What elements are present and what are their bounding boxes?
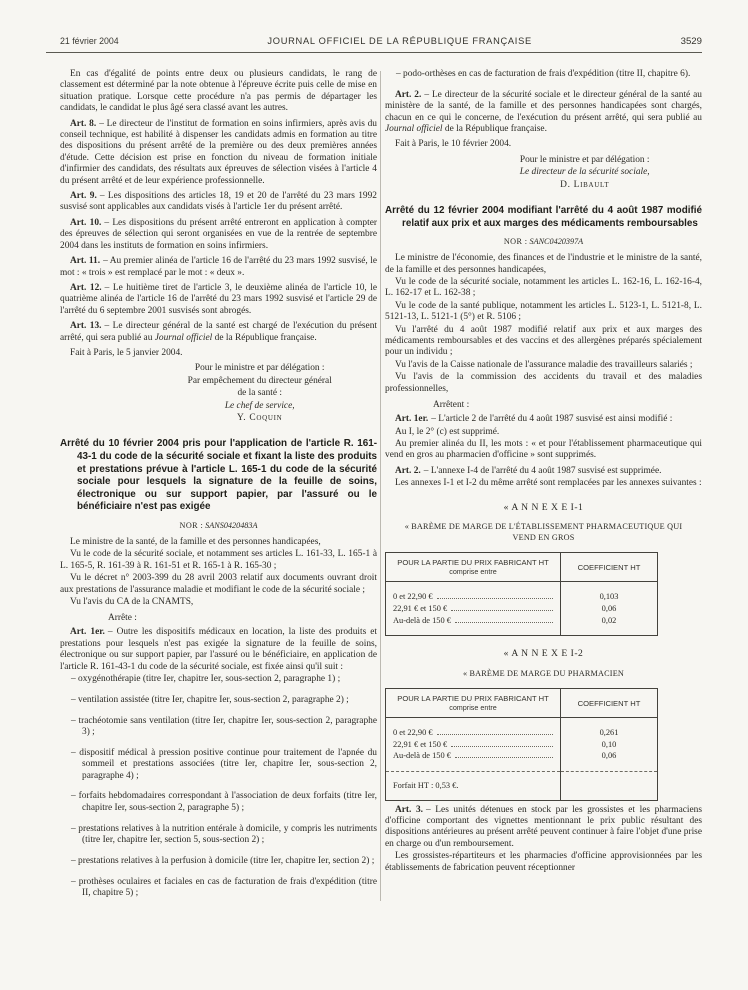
nor-label: NOR : [503,237,528,247]
table-header-coefficient: COEFFICIENT HT [561,689,658,718]
coefficient-value: 0,10 [561,739,658,751]
journal-officiel-italic: Journal officiel [385,124,443,135]
article-label: Art. 10. [70,217,102,228]
article-label: Art. 9. [70,191,97,202]
signature-name: Y. Coquin [237,412,283,423]
paragraph-text: Le ministre de la santé, de la famille et des personnes handicapées, [70,536,321,547]
paragraph-text: Les annexes I-1 et I-2 du même arrêté sont remplacées par les annexes suivantes : [395,478,702,489]
done-at-line [60,348,377,359]
nor-value: SANC0420397A [529,237,584,247]
arrete-line: Arrête : [108,613,137,624]
article-2b-paragraph [385,478,702,489]
list-item: – prothèses oculaires et faciales en cas de facturation de frais d'expédition (titre II, chapitre 5) ; [71,876,377,899]
price-range: 22,91 € et 150 € [393,603,448,613]
table-header-price-range [386,689,561,718]
dot-leader [451,610,553,611]
visa-paragraph [385,325,702,359]
article-label: Art. 2. [395,89,422,100]
table-row [386,750,658,771]
coefficient-value: 0,103 [561,582,658,603]
visa-paragraph [385,360,702,371]
paragraph-text: Au I, le 2° (c) est supprimé. [395,426,500,437]
forfait-empty-cell [561,772,658,801]
article-label: Art. 12. [70,282,102,293]
article-text: – Le huitième tiret de l'article 3, le deuxième alinéa de l'article 10, le quatrième alinéa de l'article 16 de l'arrêté du 23 mars 1992 susvisé et l'article 29 de l'arrêté du 6 septembre 2001 susvisés sont abrogés. [60,282,378,316]
visa-paragraph [385,277,702,300]
dot-leader [437,598,553,599]
article-3 [385,805,702,851]
signature-block [467,154,702,191]
article-1 [60,627,377,673]
article-text: de la République française. [442,124,547,135]
article-text: de la République française. [212,332,317,343]
price-range: 0 et 22,90 € [393,728,433,738]
list-item: – forfaits hebdomadaires correspondant à l'association de deux forfaits (titre Ier, chapitre Ier, sous-section 2, paragraphe 5) ; [71,791,377,813]
nor-value: SANS0420483A [205,520,258,530]
journal-officiel-italic: Journal officiel [154,332,213,343]
list-item: – prestations relatives à la perfusion à domicile (titre Ier, chapitre Ier, section 2) ; [71,855,375,866]
list-item: – dispositif médical à pression positive continue pour traitement de l'apnée du sommeil et prestations associées (titre Ier, chapitre Ier, sous-section 2, paragraphe 4) ; [71,747,377,781]
annexe-1-title: « A N N E X E I-1 [503,501,584,513]
article-8 [60,119,377,187]
visa-paragraph [60,597,377,608]
nor-line [385,237,702,246]
article-text: – Le directeur général de la santé est chargé de l'exécution du présent arrêté, qui sera publié au [60,321,377,343]
paragraph-text: Vu le code de la santé publique, notamment les articles L. 5123-1, L. 5121-8, L. 5121-13, L. 5121-1 (5°) et R. 5106 ; [385,300,702,323]
table-header-line2: comprise entre [449,703,497,713]
price-range: 22,91 € et 150 € [393,739,448,749]
list-item: – oxygénothérapie (titre Ier, chapitre Ier, sous-section 2, paragraphe 1) ; [71,674,341,684]
article-text: – Le directeur de la sécurité sociale et le directeur général de la santé au ministère de la santé, de la famille et des personnes handicapées sont chargés, chacun en ce qui le concerne, de l'exécution du présent arrêté, qui sera publié au [385,89,702,123]
coefficient-value: 0,06 [561,750,658,771]
price-range: Au-delà de 150 € [393,751,451,761]
paragraph-text: Les grossistes-répartiteurs et les pharmacies d'officine approvisionnées par les établissements de fabrication peuvent réceptionner [385,851,702,873]
table-row [386,582,658,603]
signature-line: de la santé : [237,388,282,399]
paragraph-text: Vu l'avis du CA de la CNAMTS, [70,596,194,607]
article-label: Art. 2. [395,465,421,476]
article-11 [60,256,377,279]
minister-line [385,253,702,276]
forfait-label: Forfait HT : 0,53 €. [386,772,561,801]
article-text: – Les dispositions du présent arrêté entreront en application à compter des épreuves de sélection qui seront organisées en vue de la rentrée de septembre 2004 dans les instituts de formation en soins infirmiers. [60,217,377,251]
right-column [385,69,702,909]
table-header-line2: comprise entre [449,567,497,577]
dot-leader [455,622,553,623]
bareme-table-1 [385,552,658,636]
article-1-paragraph [385,439,702,462]
list-item: – prestations relatives à la nutrition entérale à domicile, y compris les nutriments (titre Ier, chapitre Ier, section 5, sous-section 2) ; [71,823,377,846]
article-1-paragraph [385,427,702,438]
article-text: – Le directeur de l'institut de formation en soins infirmiers, après avis du conseil technique, est habilité à dispenser les candidats admis en formation au titre des dispositions du présent arrêté de la première ou des deux premières années d'étude. Cette décision est prise en fonction du niveau de formation initiale d'infirmier des candidats, des résultats aux épreuves de sélection visées à l'article 4 du présent arrêté et de leur expérience professionnelle. [60,118,377,186]
done-at-text: Fait à Paris, le 10 février 2004. [395,139,512,150]
table-row [386,615,658,636]
coefficient-value: 0,06 [561,603,658,615]
done-at-line [385,139,702,150]
article-label: Art. 3. [395,804,424,815]
paragraph-text: Vu l'avis de la commission des accidents du travail et des maladies professionnelles, [385,372,702,394]
price-range: 0 et 22,90 € [393,592,433,602]
coefficient-value: 0,261 [561,718,658,739]
article-2 [385,90,702,136]
bareme-table-2 [385,688,658,800]
forfait-row [386,772,658,801]
paragraph-text: Le ministre de l'économie, des finances et de l'industrie et le ministre de la santé, de la famille et des personnes handicapées, [385,253,702,275]
page-header [0,0,748,52]
article-text: – Au premier alinéa de l'article 16 de l'arrêté du 23 mars 1992 susvisé, le mot : « trois » est remplacé par le mot : « deux ». [60,256,377,278]
paragraph-intro [60,69,377,115]
header-page-number: 3529 [680,36,702,47]
article-label: Art. 11. [70,256,101,267]
left-column [60,69,377,909]
coefficient-value: 0,02 [561,615,658,636]
signature-line: Pour le ministre et par délégation : [519,154,650,165]
column-divider [380,71,381,901]
annexe-2-subtitle: « BARÈME DE MARGE DU PHARMACIEN [462,668,625,678]
arretent-line: Arrêtent : [433,400,470,411]
paragraph-text: Vu le code de la sécurité sociale, et notamment ses articles L. 161-33, L. 165-1 à L. 165-5, R. 161-39 à R. 161-51 et R. 165-1 à R. 165-30 ; [60,549,377,571]
article-text: – Outre les dispositifs médicaux en location, la liste des produits et prestations pour lesquels n'est pas exigée la signature de la feuille de soins, électronique ou sur support papier, par l'assuré ou le bénéficiaire, en application de l'article R. 161-43-1 du code de la sécurité sociale, est fixée ainsi qu'il suit : [60,627,378,672]
list-item: – trachéotomie sans ventilation (titre Ier, chapitre Ier, sous-section 2, paragraphe 3) ; [71,715,377,737]
article-10 [60,218,377,252]
signature-block [142,362,377,424]
visa-paragraph [385,301,702,324]
article-13 [60,321,377,344]
article-3-paragraph [385,851,702,874]
table-row [386,603,658,615]
nor-label: NOR : [179,520,204,530]
article-label: Art. 1er. [395,414,429,425]
paragraph-text: Vu l'avis de la Caisse nationale de l'assurance maladie des travailleurs salariés ; [395,359,693,370]
article-text: – L'article 2 de l'arrêté du 4 août 1987 susvisé est ainsi modifié : [431,414,673,425]
table-header-line1: POUR LA PARTIE DU PRIX FABRICANT HT [397,558,549,568]
header-title: JOURNAL OFFICIEL DE LA RÉPUBLIQUE FRANÇAISE [267,36,532,46]
table-header-coefficient: COEFFICIENT HT [561,553,658,582]
article-12 [60,283,377,317]
nor-line [60,521,377,530]
article-label: Art. 1er. [70,627,105,638]
header-date: 21 février 2004 [60,36,119,46]
decree-title: Arrêté du 10 février 2004 pris pour l'application de l'article R. 161-43-1 du code de la sécurité sociale et fixant la liste des produits et prestations prévue à l'article L. 165-1 du code de la sécurité sociale pour lesquels la signature de la feuille de soins, électronique ou sur support papier, par l'assuré ou le bénéficiaire n'est pas exigée [60,438,377,513]
dot-leader [451,746,553,747]
annexe-1-subtitle: « BARÈME DE MARGE DE L'ÉTABLISSEMENT PHARMACEUTIQUE QUI VEND EN GROS [404,522,683,542]
article-9 [60,191,377,214]
article-1 [385,414,702,425]
signature-line: Pour le ministre et par délégation : [194,363,325,374]
article-label: Art. 13. [70,321,102,332]
minister-line [60,537,377,548]
annexe-2-title: « A N N E X E I-2 [503,648,584,660]
article-label: Art. 8. [70,118,97,129]
visa-paragraph [385,372,702,395]
article-2b [385,466,702,477]
signature-line: Par empêchement du directeur général [187,375,332,386]
paragraph-text: En cas d'égalité de points entre deux ou plusieurs candidats, le rang de classement est déterminé par la note obtenue à l'épreuve écrite puis celle de mise en situation pratique. Lorsque cette procédure n'a pas permis de départager les candidats, le candidat le plus âgé sera classé avant les autres. [60,69,377,114]
table-row [386,718,658,739]
price-range: Au-delà de 150 € [393,615,451,625]
paragraph-text: Au premier alinéa du II, les mots : « et pour l'établissement pharmaceutique qui vend en gros au pharmacien d'officine » sont supprimés. [385,438,702,461]
list-item: – podo-orthèses en cas de facturation de frais d'expédition (titre II, chapitre 6). [396,69,691,79]
signature-role: Le directeur de la sécurité sociale, [519,167,650,178]
visa-paragraph [60,549,377,572]
done-at-text: Fait à Paris, le 5 janvier 2004. [70,347,183,358]
paragraph-text: Vu le décret n° 2003-399 du 28 avril 2003 relatif aux documents ouvrant droit aux prestations de l'assurance maladie et modifiant le code de la sécurité sociale ; [60,573,377,595]
table-header-line1: POUR LA PARTIE DU PRIX FABRICANT HT [397,694,549,704]
visa-paragraph [60,573,377,596]
signature-role: Le chef de service, [224,400,295,411]
article-text: – Les unités détenues en stock par les grossistes et les pharmaciens d'officine comportant des vignettes mentionnant le prix public résultant des dispositions antérieures au présent arrêté peuvent continuer à faire l'objet d'une prise en charge ou d'un remboursement. [385,804,702,849]
list-item: – ventilation assistée (titre Ier, chapitre Ier, sous-section 2, paragraphe 2) ; [71,694,349,705]
dot-leader [455,757,553,758]
table-header-price-range [386,553,561,582]
article-text: – Les dispositions des articles 18, 19 et 20 de l'arrêté du 23 mars 1992 susvisé sont applicables aux candidats visés à l'article 1er du présent arrêté. [60,191,377,213]
content-columns [0,53,748,909]
table-row [386,739,658,751]
decree-title: Arrêté du 12 février 2004 modifiant l'arrêté du 4 août 1987 modifié relatif aux prix et aux marges des médicaments remboursables [385,205,702,229]
signature-name: D. Libault [560,179,610,190]
dot-leader [437,734,553,735]
paragraph-text: Vu l'arrêté du 4 août 1987 modifié relatif aux prix et aux marges des médicaments remboursables et des vaccins et des allergènes préparés spécialement pour un individu ; [385,324,702,358]
article-text: – L'annexe I-4 de l'arrêté du 4 août 1987 susvisé est supprimée. [423,465,662,476]
paragraph-text: Vu le code de la sécurité sociale, notamment les articles L. 162-16, L. 162-16-4, L. 162-17 et L. 162-38 ; [385,277,702,299]
